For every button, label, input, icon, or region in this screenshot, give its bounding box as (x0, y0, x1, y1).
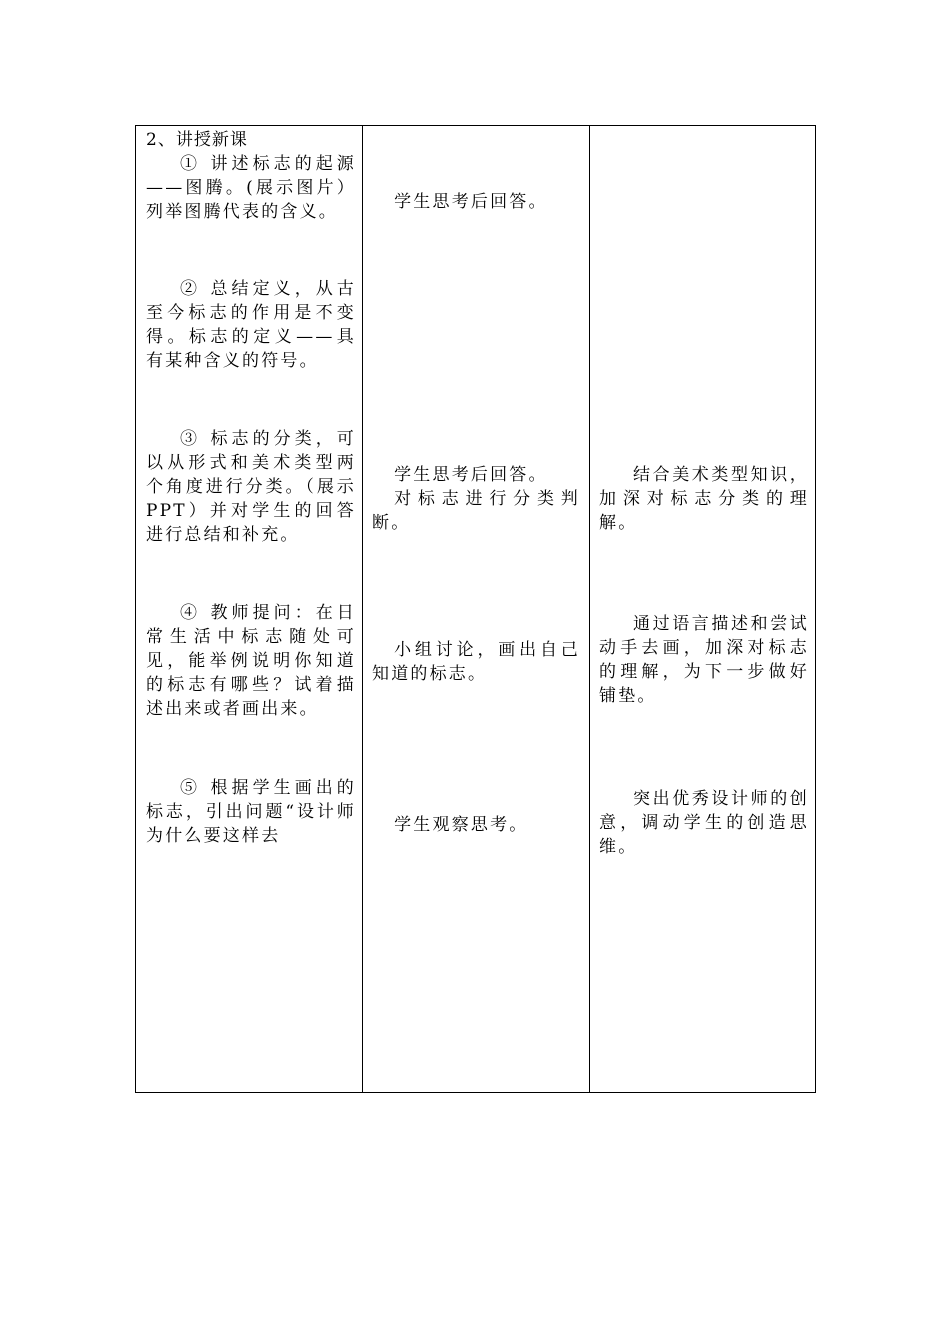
lesson-table (135, 125, 816, 1093)
student-activity-cell (372, 638, 580, 686)
student-activity-3b: 对标志进行分类判断。 (372, 489, 580, 533)
teaching-step-4: ④ 教师提问：在日常生活中标志随处可见，能举例说明你知道的标志有哪些？试着描述出来或者画出来。 (146, 603, 356, 719)
teaching-content-cell (146, 776, 356, 848)
column-divider (589, 126, 590, 1092)
column-divider (362, 126, 363, 1092)
design-intent-3: 结合美术类型知识，加深对标志分类的理解。 (599, 465, 809, 533)
teaching-step-1: ① 讲述标志的起源——图腾。(展示图片）列举图腾代表的含义。 (146, 154, 356, 222)
teaching-step-3: ③ 标志的分类，可以从形式和美术类型两个角度进行分类。（展示 PPT）并对学生的回答进行总结和补充。 (146, 429, 356, 545)
student-activity-5: 学生观察思考。 (394, 815, 529, 835)
student-activity-1: 学生思考后回答。 (394, 192, 548, 212)
teaching-step-2: ② 总结定义，从古至今标志的作用是不变得。标志的定义——具有某种含义的符号。 (146, 279, 356, 371)
teaching-content-cell (146, 427, 356, 547)
design-intent-4: 通过语言描述和尝试动手去画，加深对标志的理解，为下一步做好铺垫。 (599, 614, 809, 706)
teaching-content-cell (146, 128, 356, 224)
student-activity-4: 小组讨论，画出自己知道的标志。 (372, 640, 580, 684)
design-intent-cell (599, 463, 809, 535)
teaching-step-5: ⑤ 根据学生画出的标志，引出问题“设计师为什么要这样去 (146, 778, 356, 846)
section-title: 2、讲授新课 (146, 130, 248, 150)
student-activity-cell (372, 190, 580, 214)
design-intent-5: 突出优秀设计师的创意，调动学生的创造思维。 (599, 789, 809, 857)
student-activity-cell (372, 813, 580, 837)
student-activity-cell (372, 463, 580, 535)
design-intent-cell (599, 787, 809, 859)
teaching-content-cell (146, 601, 356, 721)
design-intent-cell (599, 612, 809, 708)
teaching-content-cell (146, 277, 356, 373)
student-activity-3a: 学生思考后回答。 (394, 465, 548, 485)
